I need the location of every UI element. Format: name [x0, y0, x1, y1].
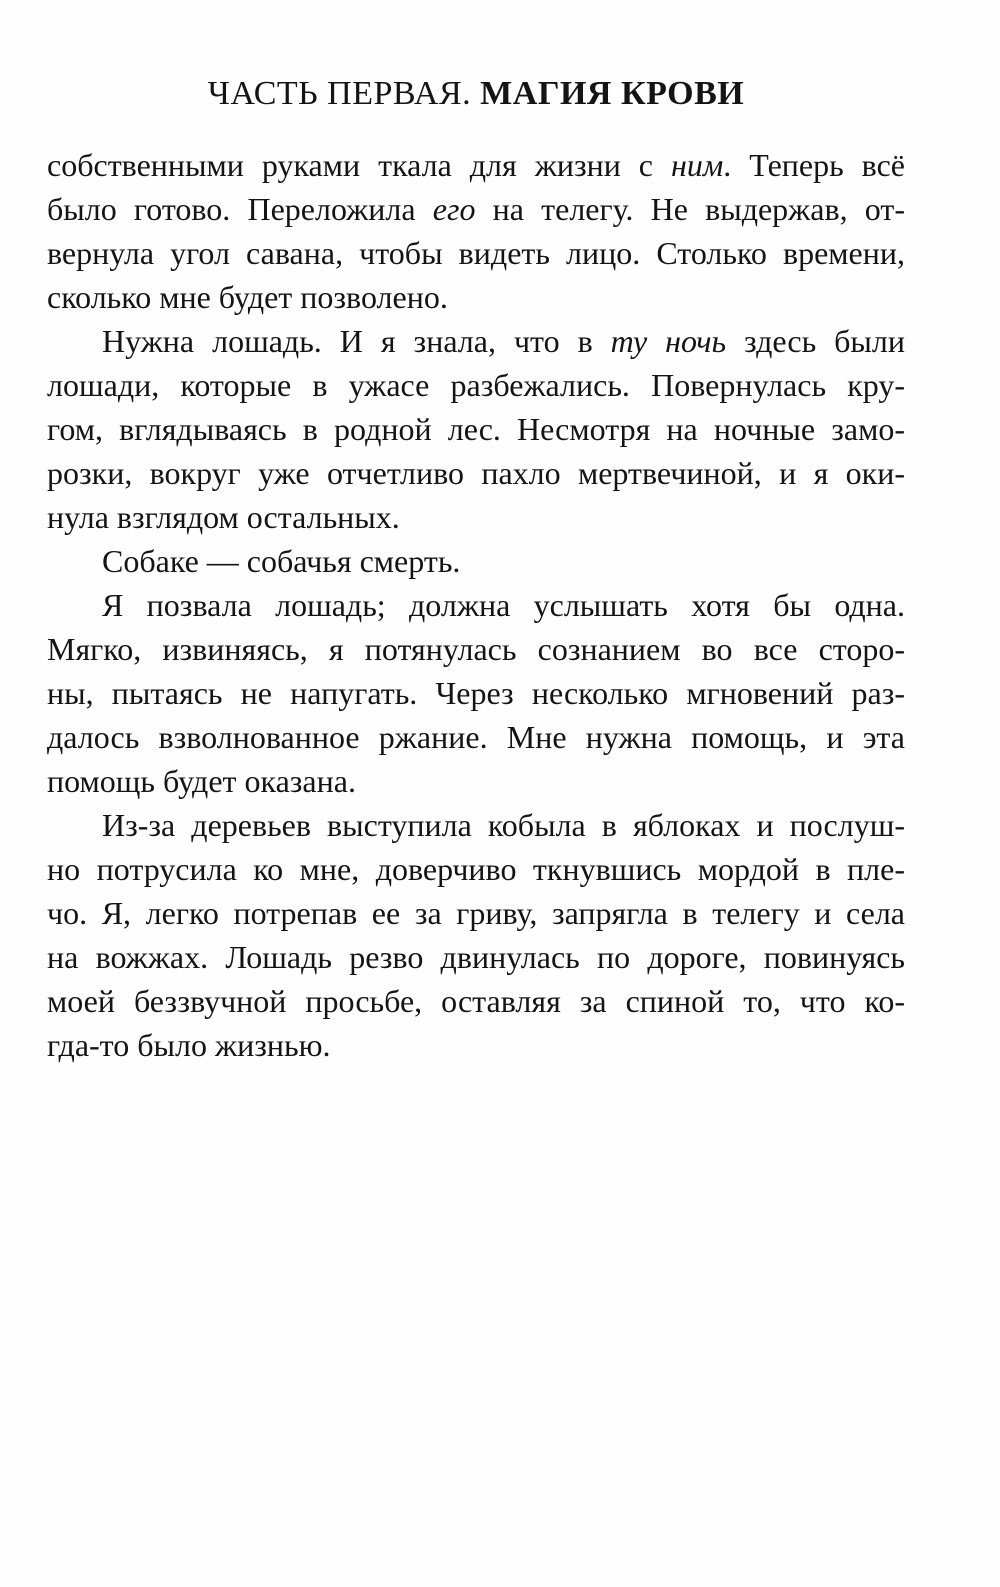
text-line: Нужна лошадь. И я знала, что в ту ночь здесь были: [102, 323, 906, 359]
text-line: лошади, которые в ужасе разбежались. Повернулась кру-: [47, 367, 905, 403]
text-line: помощь будет оказана.: [47, 763, 356, 799]
text-line: Собаке — собачья смерть.: [102, 543, 461, 579]
text-line: Из-за деревьев выступила кобыла в яблоках и послуш-: [102, 807, 905, 843]
text-line: было готово. Переложила его на телегу. Не выдержав, от-: [47, 191, 906, 227]
text-line: розки, вокруг уже отчетливо пахло мертвечиной, и я оки-: [47, 455, 905, 491]
text-line: собственными руками ткала для жизни с ним. Теперь всё: [47, 147, 906, 183]
text-line: ны, пытаясь не напугать. Через несколько мгновений раз-: [47, 675, 905, 711]
text-line: на вожжах. Лошадь резво двинулась по дороге, повинуясь: [47, 939, 905, 975]
text-line: нула взглядом остальных.: [47, 499, 400, 535]
text-line: но потрусила ко мне, доверчиво ткнувшись мордой в пле-: [47, 851, 905, 887]
text-line: чо. Я, легко потрепав ее за гриву, запрягла в телегу и села: [47, 895, 905, 931]
text-line: далось взволнованное ржание. Мне нужна помощь, и эта: [47, 719, 905, 755]
text-line: сколько мне будет позволено.: [47, 279, 448, 315]
chapter-header: [47, 72, 905, 116]
text-line: вернула угол савана, чтобы видеть лицо. Столько времени,: [47, 235, 905, 271]
text-line: гда-то было жизнью.: [47, 1027, 331, 1063]
page-text: [47, 143, 905, 1067]
text-line: Я позвала лошадь; должна услышать хотя бы одна.: [102, 587, 905, 623]
text-line: моей беззвучной просьбе, оставляя за спиной то, что ко-: [47, 983, 905, 1019]
text-line: Мягко, извиняясь, я потянулась сознанием во все сторо-: [47, 631, 905, 667]
book-title: МАГИЯ КРОВИ: [480, 75, 745, 112]
part-label: ЧАСТЬ ПЕРВАЯ.: [207, 75, 472, 112]
text-line: гом, вглядываясь в родной лес. Несмотря на ночные замо-: [47, 411, 905, 447]
